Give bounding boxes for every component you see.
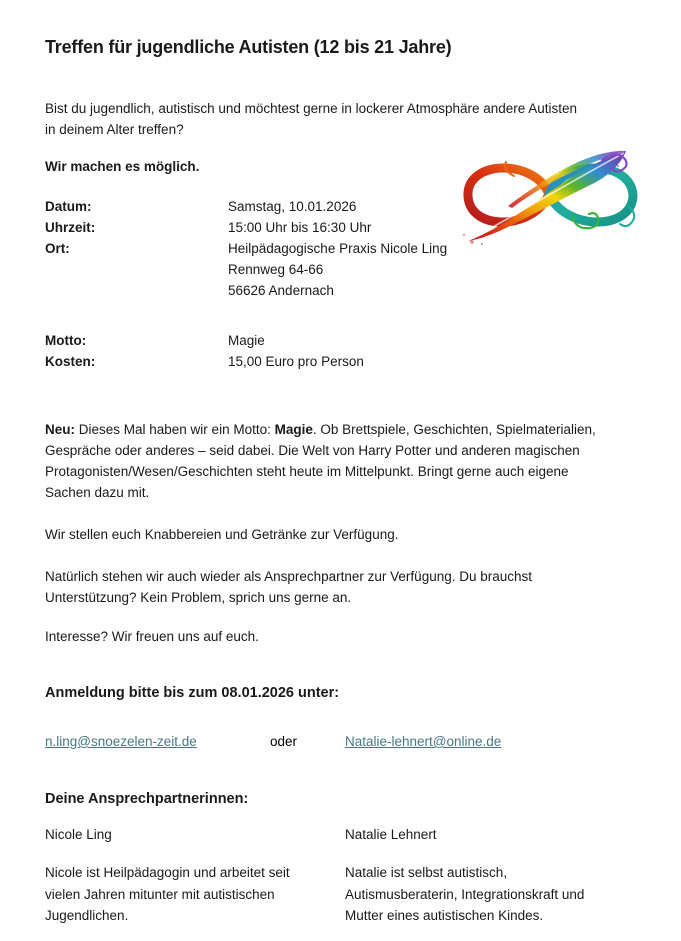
detail-value-kosten: 15,00 Euro pro Person (228, 354, 364, 369)
page-title: Treffen für jugendliche Autisten (12 bis 21 Jahre) (45, 37, 452, 57)
venue-street: Rennweg 64-66 (228, 262, 324, 277)
email-link-natalie[interactable]: Natalie-lehnert@online.de (345, 734, 502, 749)
neu-motto: Magie (274, 422, 313, 437)
detail-row-motto (45, 330, 636, 351)
detail-label-datum: Datum: (45, 199, 92, 214)
motto-paragraph (45, 419, 607, 503)
oder-separator: oder (270, 734, 298, 749)
registration-heading: Anmeldung bitte bis zum 08.01.2026 unter: (45, 685, 340, 701)
detail-label-ort: Ort: (45, 241, 70, 256)
neu-text-1: Dieses Mal haben wir ein Motto: (75, 422, 275, 437)
email-link-nicole[interactable]: n.ling@snoezelen-zeit.de (45, 734, 197, 749)
email-link-wrapper-1 (45, 731, 270, 752)
contact-description-natalie: Natalie ist selbst autistisch, Autismusberaterin, Integrationskraft und Mutter eines autistischen Kindes. (345, 865, 585, 923)
detail-label-uhrzeit: Uhrzeit: (45, 220, 96, 235)
venue-city: 56626 Andernach (228, 283, 334, 298)
contact-description-nicole: Nicole ist Heilpädagogin und arbeitet seit vielen Jahren mitunter mit autistischen Jugendlichen. (45, 865, 290, 923)
neu-text-2: . Ob Brettspiele, Geschichten, Spielmaterialien, Gespräche oder anderes – seid dabei. Die Welt von Harry Potter und anderen magischen Protagonisten/Wesen/Geschichten steht heute im Mittelpunkt. Bringt gerne auch eigene Sachen dazu mit. (45, 422, 596, 500)
contact-card-natalie (345, 824, 645, 927)
snacks-paragraph: Wir stellen euch Knabbereien und Getränke zur Verfügung. (45, 527, 399, 542)
contacts-heading: Deine Ansprechpartnerinnen: (45, 791, 249, 807)
contact-name-nicole: Nicole Ling (45, 827, 112, 842)
venue-name: Heilpädagogische Praxis Nicole Ling (228, 241, 448, 256)
detail-row-ort (45, 238, 636, 301)
contact-card-nicole (45, 824, 345, 927)
contacts-columns (45, 824, 636, 927)
rainbow-infinity-feather-icon (452, 146, 648, 246)
detail-value-motto: Magie (228, 333, 265, 348)
detail-label-kosten: Kosten: (45, 354, 96, 369)
interest-paragraph: Interesse? Wir freuen uns auf euch. (45, 629, 259, 644)
registration-links (45, 731, 636, 752)
detail-row-kosten (45, 351, 636, 372)
intro-statement: Wir machen es möglich. (45, 159, 200, 174)
detail-value-uhrzeit: 15:00 Uhr bis 16:30 Uhr (228, 220, 372, 235)
event-details-motto-kosten (45, 330, 636, 372)
detail-label-motto: Motto: (45, 333, 87, 348)
support-paragraph: Natürlich stehen wir auch wieder als Ansprechpartner zur Verfügung. Du brauchst Unterstützung? Kein Problem, sprich uns gerne an. (45, 569, 533, 605)
neu-label: Neu: (45, 422, 75, 437)
intro-question: Bist du jugendlich, autistisch und möchtest gerne in lockerer Atmosphäre andere Autisten in deinem Alter treffen? (45, 101, 578, 137)
detail-value-ort (228, 238, 447, 301)
detail-value-datum: Samstag, 10.01.2026 (228, 199, 357, 214)
contact-name-natalie: Natalie Lehnert (345, 827, 437, 842)
